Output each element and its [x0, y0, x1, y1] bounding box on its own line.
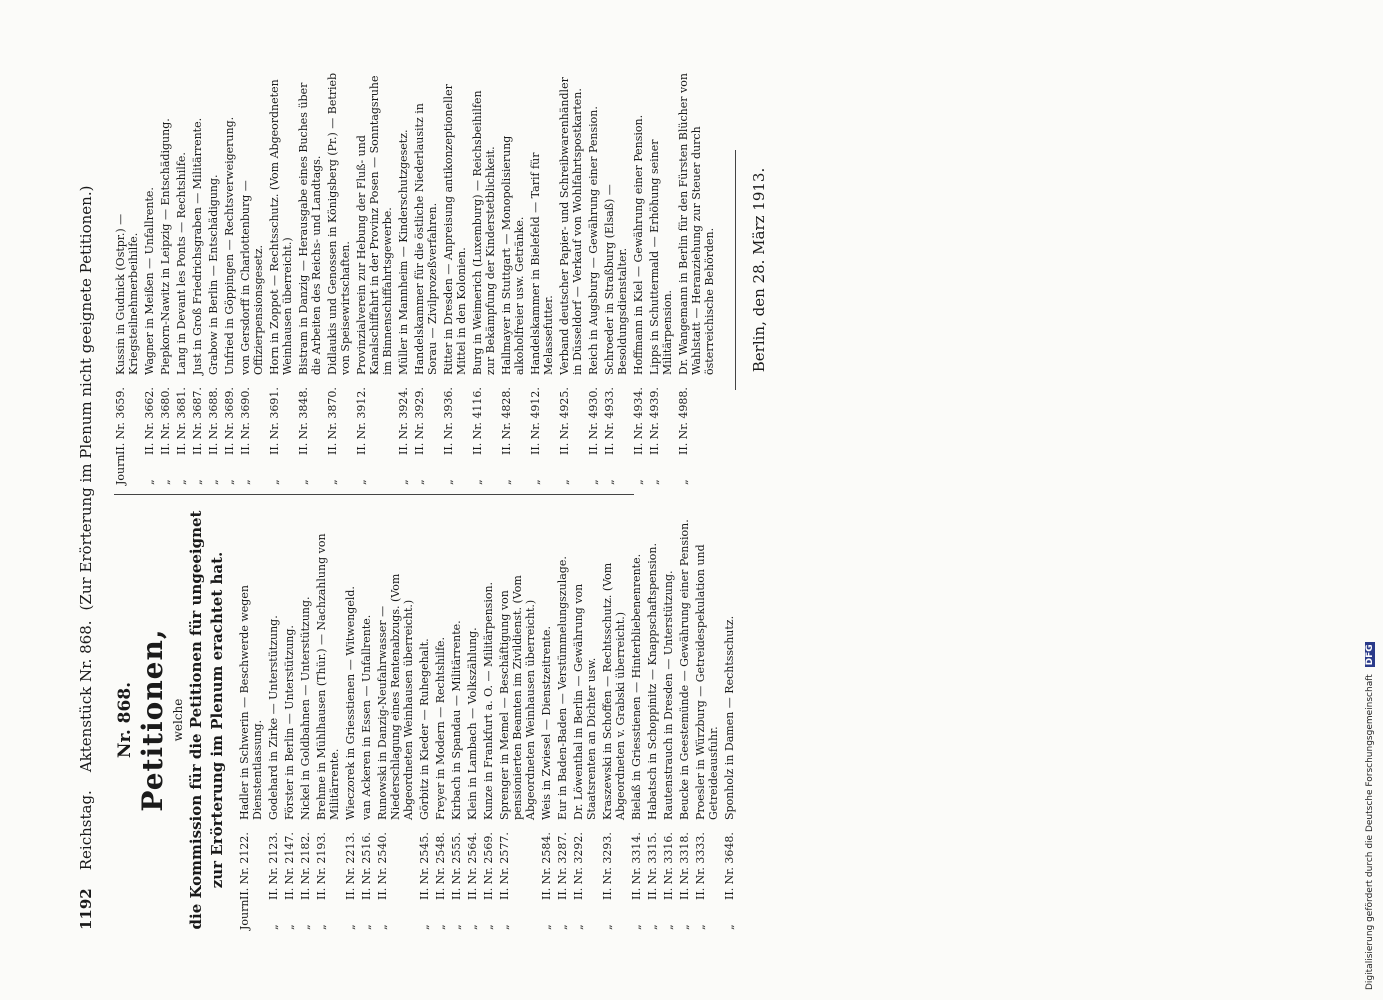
petition-entry	[299, 510, 312, 930]
petition-text: Wieczorek in Griesstienen — Witwengeld.	[344, 586, 357, 820]
petition-entry	[630, 510, 643, 930]
journal-mark: „	[413, 479, 426, 485]
petition-number: II. Nr. 3688.	[207, 387, 220, 455]
petition-text: Grabow in Berlin — Entschädigung.	[207, 174, 220, 375]
footer-date: Berlin, den 28. März 1913.	[750, 167, 768, 373]
petition-text: Eur in Baden-Baden — Verstümmelungszulage.	[556, 556, 569, 820]
petition-number: II. Nr. 2545.	[418, 832, 431, 900]
journal-mark: „	[646, 924, 659, 930]
petition-text: Sprenger in Memel — Beschäftigung von pensionierten Beamten im Zivildienst. (Vom Abgeordneten Weinhausen überreicht.)	[498, 575, 537, 820]
journal-mark: „	[471, 479, 484, 485]
petition-number: II. Nr. 4828.	[500, 387, 513, 455]
petition-text: Nickel in Goldbahnen — Unterstützung.	[299, 596, 312, 820]
petition-number: II. Nr. 3648.	[723, 832, 736, 900]
petition-text: Görbitz in Kieder — Ruhegehalt.	[418, 638, 431, 820]
journal-mark: „	[442, 479, 455, 485]
petition-text: Hadler in Schwerin — Beschwerde wegen Dienstentlassung.	[238, 585, 264, 820]
petition-entry	[646, 510, 659, 930]
petition-entry	[648, 70, 674, 485]
petition-entry	[466, 510, 479, 930]
petition-text: Lang in Devant les Ponts — Rechtshilfe.	[175, 152, 188, 375]
petition-entry	[723, 510, 736, 930]
journal-mark: Journ.	[114, 451, 127, 485]
petition-entry	[482, 510, 495, 930]
journal-mark: „	[500, 479, 513, 485]
petition-text: Handelskammer für die östliche Niederlausitz in Sorau — Zivilprozeßverfahren.	[413, 103, 439, 375]
journal-mark: „	[558, 479, 571, 485]
petition-number: II. Nr. 4116.	[471, 387, 484, 455]
petition-entry	[159, 70, 172, 485]
petition-text: Kraszewski in Schoffen — Rechtsschutz. (Vom Abgeordneten v. Grabski überreicht.)	[601, 562, 627, 820]
petition-entry	[678, 510, 691, 930]
petition-entry	[315, 510, 341, 930]
petition-entry	[239, 70, 265, 485]
journal-mark: „	[450, 924, 463, 930]
journal-mark: „	[326, 479, 339, 485]
petition-text: Bielaß in Griesstienen — Hinterbliebenenrente.	[630, 553, 643, 820]
petition-number: II. Nr. 3690.	[239, 387, 252, 455]
petition-number: II. Nr. 2548.	[434, 832, 447, 900]
journal-mark: „	[315, 924, 328, 930]
akten-number: Aktenstück Nr. 868.	[77, 620, 95, 773]
petition-entry	[442, 70, 468, 485]
petition-entry	[143, 70, 156, 485]
petition-number: II. Nr. 3681.	[175, 387, 188, 455]
petition-number: II. Nr. 3315.	[646, 832, 659, 900]
title-line-2: zur Erörterung im Plenum erachtet hat.	[208, 551, 226, 889]
petition-number: II. Nr. 4930.	[587, 387, 600, 455]
journal-mark: „	[630, 924, 643, 930]
page-number: 1192	[77, 888, 95, 930]
journal-mark: „	[466, 924, 479, 930]
journal-mark: „	[587, 479, 600, 485]
petition-number: II. Nr. 3929.	[413, 387, 426, 455]
petition-text: Verband deutscher Papier- und Schreibwarenhändler in Düsseldorf — Verkauf von Wohlfahrtspostkarten.	[558, 77, 584, 375]
petition-text: Kussin in Gudnick (Ostpr.) — Kriegsteilnehmerbeihilfe.	[114, 213, 140, 375]
journal-mark: „	[540, 924, 553, 930]
petition-text: Didlaukis und Genossen in Königsberg (Pr.) — Betrieb von Speisewirtschaften.	[326, 72, 352, 375]
petition-text: Dr. Löwenthal in Berlin — Gewährung von Staatsrenten an Dichter usw.	[572, 583, 598, 820]
petition-entry	[601, 510, 627, 930]
petition-number: II. Nr. 3924.	[397, 387, 410, 455]
petition-entry	[114, 70, 140, 485]
petition-text: Müller in Mannheim — Kinderschutzgesetz.	[397, 129, 410, 375]
petition-text: von Gersdorff in Charlottenburg — Offizierpensionsgesetz.	[239, 180, 265, 375]
petition-number: II. Nr. 4912.	[529, 387, 542, 455]
journal-mark: „	[191, 479, 204, 485]
petition-text: Beucke in Geestemünde — Gewährung einer Pension.	[678, 519, 691, 820]
journal-mark: „	[694, 924, 707, 930]
petition-entry	[632, 70, 645, 485]
journal-mark: „	[355, 479, 368, 485]
petition-text: Burg in Weimerich (Luxemburg) — Reichsbeihilfen zur Bekämpfung der Kinderstetblichkeit.	[471, 90, 497, 375]
petition-entry	[413, 70, 439, 485]
petition-number: II. Nr. 3292.	[572, 832, 585, 900]
petition-text: Ritter in Dresden — Anpreisung antikonzeptioneller Mittel in den Kolonien.	[442, 84, 468, 375]
petition-entry	[360, 510, 373, 930]
petition-entry	[587, 70, 600, 485]
header-note: (Zur Erörterung im Plenum nicht geeignete Petitionen.)	[77, 185, 95, 611]
petition-entry	[267, 510, 280, 930]
petition-number: II. Nr. 4939.	[648, 387, 661, 455]
petition-entry	[498, 510, 537, 930]
petition-text: Reich in Augsburg — Gewährung einer Pension.	[587, 106, 600, 375]
journal-mark: „	[648, 479, 661, 485]
petition-number: II. Nr. 3848.	[297, 387, 310, 455]
petition-number: II. Nr. 2123.	[267, 832, 280, 900]
petition-entry	[556, 510, 569, 930]
petition-text: Freyer in Modern — Rechtshilfe.	[434, 636, 447, 820]
left-entry-list	[238, 510, 736, 930]
journal-mark: „	[482, 924, 495, 930]
page-header	[70, 70, 102, 930]
petition-number: II. Nr. 3912.	[355, 387, 368, 455]
petition-number: II. Nr. 3936.	[442, 387, 455, 455]
journal-mark: „	[434, 924, 447, 930]
petition-text: Weis in Zwiesel — Dienstzeitrente.	[540, 626, 553, 820]
journal-mark: „	[397, 479, 410, 485]
petition-entry	[603, 70, 629, 485]
petition-number: II. Nr. 2540.	[376, 832, 389, 900]
petition-number: II. Nr. 2516.	[360, 832, 373, 900]
footer-rule	[735, 150, 736, 390]
petition-number: II. Nr. 2213.	[344, 832, 357, 900]
petition-number: II. Nr. 2564.	[466, 832, 479, 900]
journal-mark: „	[239, 479, 252, 485]
petition-number: II. Nr. 3293.	[601, 832, 614, 900]
digitization-note	[1365, 0, 1379, 990]
petition-entry	[344, 510, 357, 930]
petition-number: II. Nr. 2577.	[498, 832, 511, 900]
petition-text: Unfried in Göppingen — Rechtsverweigerung.	[223, 116, 236, 375]
petition-entry	[397, 70, 410, 485]
petition-entry	[450, 510, 463, 930]
petition-text: Brehme in Mühlhausen (Thür.) — Nachzahlung von Militärrente.	[315, 533, 341, 820]
column-divider	[114, 494, 634, 495]
right-entry-list	[114, 70, 716, 485]
journal-mark: „	[529, 479, 542, 485]
petition-entry	[677, 70, 716, 485]
petition-text: Hoffmann in Kiel — Gewährung einer Pension.	[632, 114, 645, 375]
petition-entry	[297, 70, 323, 485]
petition-entry	[471, 70, 497, 485]
petition-entry	[529, 70, 555, 485]
title-welche: welche	[171, 698, 185, 742]
petition-text: Proesler in Würzburg — Getreidespekulation und Getreideausfuhr.	[694, 544, 720, 820]
petition-entry	[238, 510, 264, 930]
journal-mark: „	[344, 924, 357, 930]
petition-text: Förster in Berlin — Unterstützung.	[283, 625, 296, 820]
document-number: Nr. 868.	[115, 681, 135, 759]
petition-text: Piepkorn-Nawitz in Leipzig — Entschädigung.	[159, 118, 172, 375]
petition-text: Klein in Lambach — Volkszählung.	[466, 627, 479, 820]
petition-text: Just in Groß Friedrichsgraben — Militärrente.	[191, 117, 204, 375]
petition-text: Horn in Zoppot — Rechtsschutz. (Vom Abgeordneten Weinhausen überreicht.)	[268, 79, 294, 375]
petition-number: II. Nr. 3687.	[191, 387, 204, 455]
journal-mark: „	[297, 479, 310, 485]
journal-mark: „	[601, 924, 614, 930]
petition-number: II. Nr. 3691.	[268, 387, 281, 455]
petition-entry	[694, 510, 720, 930]
journal-mark: „	[360, 924, 373, 930]
petition-number: II. Nr. 3314.	[630, 832, 643, 900]
petition-number: II. Nr. 3662.	[143, 387, 156, 455]
petition-text: Sponholz in Damen — Rechtsschutz.	[723, 615, 736, 820]
right-column	[114, 70, 1250, 485]
petition-number: II. Nr. 3287.	[556, 832, 569, 900]
petition-number: II. Nr. 2569.	[482, 832, 495, 900]
petition-entry	[355, 70, 394, 485]
journal-mark: „	[556, 924, 569, 930]
journal-mark: „	[207, 479, 220, 485]
petition-text: Wagner in Meißen — Unfallrente.	[143, 187, 156, 375]
petition-number: II. Nr. 4934.	[632, 387, 645, 455]
petition-number: II. Nr. 3659.	[114, 387, 127, 455]
left-column	[114, 510, 1250, 930]
petition-entry	[207, 70, 220, 485]
journal-mark: „	[418, 924, 431, 930]
journal-mark: „	[143, 479, 156, 485]
petition-number: II. Nr. 3333.	[694, 832, 707, 900]
journal-mark: „	[572, 924, 585, 930]
petition-number: II. Nr. 4988.	[677, 387, 690, 455]
journal-mark: „	[677, 479, 690, 485]
petition-number: II. Nr. 2584.	[540, 832, 553, 900]
petition-text: Dr. Wangemann in Berlin für den Fürsten Blücher von Wahlstatt — Heranziehung zur Steuer durch österreichische Behörden.	[677, 73, 716, 375]
petition-number: II. Nr. 4925.	[558, 387, 571, 455]
running-title: Reichstag.	[77, 790, 95, 871]
petition-number: II. Nr. 3316.	[662, 832, 675, 900]
dfg-logo: DFG	[1365, 644, 1375, 666]
petition-entry	[572, 510, 598, 930]
journal-mark: „	[299, 924, 312, 930]
petition-entry	[326, 70, 352, 485]
title-line-1: die Kommission für die Petitionen für ungeeignet	[187, 510, 205, 930]
journal-mark: „	[283, 924, 296, 930]
petition-text: Rautenstrauch in Dresden — Unterstützung.	[662, 570, 675, 820]
journal-mark: Journ.	[238, 896, 251, 930]
petition-number: II. Nr. 2182.	[299, 832, 312, 900]
petition-entry	[662, 510, 675, 930]
journal-mark: „	[498, 924, 511, 930]
journal-mark: „	[632, 479, 645, 485]
petition-entry	[434, 510, 447, 930]
petition-number: II. Nr. 3689.	[223, 387, 236, 455]
journal-mark: „	[175, 479, 188, 485]
petition-entry	[223, 70, 236, 485]
petition-text: Kirbach in Spandau — Militärrente.	[450, 620, 463, 820]
rotated-page-content	[70, 70, 1250, 930]
petition-entry	[418, 510, 431, 930]
petition-entry	[283, 510, 296, 930]
journal-mark: „	[223, 479, 236, 485]
petition-entry	[540, 510, 553, 930]
petition-text: Runowski in Danzig-Neufahrwasser — Niederschlagung eines Rentenabzugs. (Vom Abgeordneten Weinhausen überreicht.)	[376, 573, 415, 820]
journal-mark: „	[376, 924, 389, 930]
petition-entry	[500, 70, 526, 485]
petition-entry	[268, 70, 294, 485]
petition-text: Provinzialverein zur Hebung der Fluß- und Kanalschiffahrt in der Provinz Posen — Sonntagsruhe im Binnenschiffahrtsgewerbe.	[355, 75, 394, 375]
petition-text: Lipps in Schuttermald — Erhöhung seiner Militärpension.	[648, 139, 674, 375]
petition-entry	[558, 70, 584, 485]
petition-text: Habatsch in Schoppinitz — Knappschaftspension.	[646, 542, 659, 820]
journal-mark: „	[603, 479, 616, 485]
petition-text: Kunze in Frankfurt a. O. — Militärpension.	[482, 581, 495, 820]
petition-number: II. Nr. 2193.	[315, 832, 328, 900]
petition-entry	[175, 70, 188, 485]
journal-mark: „	[678, 924, 691, 930]
petition-number: II. Nr. 3318.	[678, 832, 691, 900]
journal-mark: „	[159, 479, 172, 485]
petition-entry	[191, 70, 204, 485]
journal-mark: „	[723, 924, 736, 930]
petition-text: Bistram in Danzig — Herausgabe eines Buches über die Arbeiten des Reichs- und Landtags.	[297, 82, 323, 375]
petition-text: Schroeder in Straßburg (Elsaß) — Besoldungsdienstalter.	[603, 184, 629, 375]
journal-mark: „	[267, 924, 280, 930]
petition-number: II. Nr. 2147.	[283, 832, 296, 900]
petition-number: II. Nr. 3870.	[326, 387, 339, 455]
journal-mark: „	[662, 924, 675, 930]
digitization-text: Digitalisierung gefördert durch die Deutsche Forschungsgemeinschaft	[1365, 674, 1375, 990]
petition-number: II. Nr. 3680.	[159, 387, 172, 455]
petition-text: Handelskammer in Bielefeld — Tarif für Melassefutter.	[529, 152, 555, 375]
petition-number: II. Nr. 2122.	[238, 832, 251, 900]
petition-text: Hallmayer in Stuttgart — Monopolisierung alkoholfreier usw. Getränke.	[500, 135, 526, 375]
petition-text: Godehard in Zirke — Unterstützung.	[267, 615, 280, 820]
petition-number: II. Nr. 4933.	[603, 387, 616, 455]
journal-mark: „	[268, 479, 281, 485]
petition-text: van Ackeren in Essen — Unfallrente.	[360, 614, 373, 820]
petition-entry	[376, 510, 415, 930]
petition-number: II. Nr. 2555.	[450, 832, 463, 900]
document-title: Petitionen,	[136, 628, 169, 812]
